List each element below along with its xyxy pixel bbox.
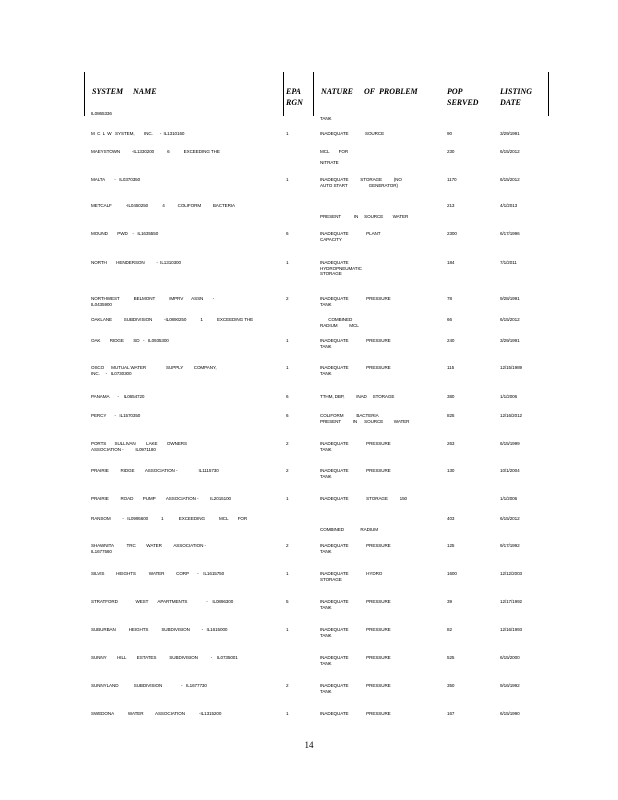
nature-of-problem-cell: INADEQUATE PRESSURE TANK — [320, 627, 391, 638]
continuation-nature: TANK — [320, 116, 332, 121]
population-served-cell: 184 — [447, 260, 455, 265]
population-served-cell: 2300 — [447, 231, 457, 236]
nature-of-problem-cell: INADEQUATE SOURCE — [320, 131, 385, 136]
epa-region-cell: 1 — [286, 711, 289, 716]
listing-date-cell: 4/1/2013 — [500, 203, 518, 208]
nature-of-problem-cell: MCL FOR NITRATE — [320, 149, 349, 166]
epa-region-cell: 1 — [286, 496, 289, 501]
epa-region-cell: 2 — [286, 543, 289, 548]
column-rule-rgn — [283, 72, 284, 116]
header-date: DATE — [500, 98, 521, 107]
nature-of-problem-cell: INADEQUATE STORAGE (NO AUTO START GENERATOR) — [320, 177, 402, 188]
nature-of-problem-cell: COMBINED RADIUM — [320, 527, 378, 533]
population-served-cell: 66 — [447, 317, 452, 322]
listing-date-cell: 3/29/1991 — [500, 131, 520, 136]
system-cell: MAEYSTOWN -IL1330200 6 EXCEEDING THE — [91, 149, 220, 154]
epa-region-cell: 6 — [286, 413, 289, 418]
epa-region-cell: 1 — [286, 338, 289, 343]
system-cell: NORTHWEST BELMONT IMPRV ASSN - IL0435900 — [91, 296, 215, 307]
population-served-cell: 1170 — [447, 177, 457, 182]
epa-region-cell: 5 — [286, 599, 289, 604]
epa-region-cell: 1 — [286, 260, 289, 265]
listing-date-cell: 6/15/2012 — [500, 516, 520, 521]
listing-date-cell: 1/1/2006 — [500, 394, 518, 399]
header-rgn: RGN — [286, 98, 303, 107]
listing-date-cell: 12/15/1989 — [500, 365, 522, 370]
nature-of-problem-cell: COMBINED RADIUM MCL — [320, 317, 359, 328]
continuation-system: IL0865336 — [91, 111, 112, 116]
population-served-cell: 240 — [447, 338, 455, 343]
listing-date-cell: 6/15/2000 — [500, 655, 520, 660]
listing-date-cell: 6/15/2012 — [500, 177, 520, 182]
nature-of-problem-cell: INADEQUATE HYDRO STORAGE — [320, 571, 383, 582]
listing-date-cell: 12/16/1993 — [500, 627, 522, 632]
listing-date-cell: 6/15/1990 — [500, 711, 520, 716]
listing-date-cell: 10/1/2004 — [500, 468, 520, 473]
header-name: NAME — [133, 87, 157, 96]
epa-region-cell: 1 — [286, 131, 289, 136]
epa-region-cell: 2 — [286, 683, 289, 688]
listing-date-cell: 6/15/2012 — [500, 317, 520, 322]
nature-of-problem-cell: PRESENT IN SOURCE WATER — [320, 214, 409, 220]
epa-region-cell: 6 — [286, 394, 289, 399]
population-served-cell: 1600 — [447, 571, 457, 576]
population-served-cell: 78 — [447, 296, 452, 301]
epa-region-cell: 6 — [286, 231, 289, 236]
nature-of-problem-cell: INADEQUATE PRESSURE TANK — [320, 338, 391, 349]
listing-date-cell: 12/12/2003 — [500, 571, 522, 576]
listing-date-cell: 6/15/2012 — [500, 149, 520, 154]
nature-of-problem-cell: INADEQUATE PRESSURE — [320, 711, 391, 716]
listing-date-cell: 6/17/1996 — [500, 231, 520, 236]
header-listing: LISTING — [500, 87, 533, 96]
system-cell: OAK RIDGE SD - IL0935300 — [91, 338, 169, 343]
column-rule-right — [548, 72, 549, 116]
nature-of-problem-cell: INADEQUATE PRESSURE TANK — [320, 441, 391, 452]
epa-region-cell: 1 — [286, 177, 289, 182]
population-served-cell: 230 — [447, 149, 455, 154]
epa-region-cell: 1 — [286, 365, 289, 370]
listing-date-cell: 12/17/1992 — [500, 599, 522, 604]
listing-date-cell: 12/16/2012 — [500, 413, 522, 418]
population-served-cell: 403 — [447, 516, 455, 521]
listing-date-cell: 9/16/1992 — [500, 683, 520, 688]
header-of-problem: OF PROBLEM — [364, 87, 418, 96]
header-system: SYSTEM — [92, 87, 124, 96]
nature-of-problem-cell: INADEQUATE PRESSURE TANK — [320, 365, 391, 376]
nature-of-problem-cell: INADEQUATE PRESSURE TANK — [320, 468, 391, 479]
system-cell: SUNNY HILL ESTATES SUBDIVISION - IL0735001 — [91, 655, 238, 660]
epa-region-cell: 1 — [286, 627, 289, 632]
listing-date-cell: 9/28/1991 — [500, 296, 520, 301]
system-cell: NORTH HENDERSON - IL1310300 — [91, 260, 181, 265]
listing-date-cell: 3/29/1991 — [500, 338, 520, 343]
epa-region-cell: 2 — [286, 468, 289, 473]
population-served-cell: 263 — [447, 441, 455, 446]
column-rule-left — [84, 72, 85, 116]
system-cell: METCALF -IL0450250 4 COLIFORM BACTERIA — [91, 203, 235, 208]
header-pop: POP — [447, 87, 463, 96]
population-served-cell: 825 — [447, 413, 455, 418]
system-cell: SWEDONA WATER ASSOCIATION -IL1315200 — [91, 711, 222, 716]
population-served-cell: 82 — [447, 627, 452, 632]
page-number: 14 — [304, 740, 314, 750]
population-served-cell: 115 — [447, 365, 455, 370]
column-rule-nature — [313, 72, 314, 116]
population-served-cell: 525 — [447, 655, 455, 660]
population-served-cell: 350 — [447, 683, 455, 688]
system-cell: SHAWNITA TRC WATER ASSOCIATION - IL1677560 — [91, 543, 206, 554]
nature-of-problem-cell: INADEQUATE HYDROPNEUMATIC STORAGE — [320, 260, 362, 277]
nature-of-problem-cell: INADEQUATE PRESSURE TANK — [320, 296, 391, 307]
system-cell: OSCO MUTUAL WATER SUPPLY COMPANY, INC. - IL0730300 — [91, 365, 217, 376]
system-cell: M C L W SYSTEM, INC. - IL1310160 — [91, 131, 185, 136]
listing-date-cell: 1/1/2006 — [500, 496, 518, 501]
epa-region-cell: 1 — [286, 571, 289, 576]
system-cell: OAKLANE SUBDIVISION -IL0890250 1 EXCEEDING THE — [91, 317, 254, 322]
header-epa: EPA — [286, 87, 301, 96]
nature-of-problem-cell: COLIFORM BACTERIA PRESENT IN SOURCE WATER — [320, 413, 410, 424]
listing-date-cell: 7/1/2011 — [500, 260, 517, 265]
system-cell: PANAMA - IL0654720 — [91, 394, 145, 399]
nature-of-problem-cell: TTHM, DBP, INAD STORAGE — [320, 394, 395, 399]
nature-of-problem-cell: INADEQUATE PRESSURE TANK — [320, 599, 391, 610]
epa-region-cell: 2 — [286, 296, 289, 301]
population-served-cell: 90 — [447, 131, 452, 136]
population-served-cell: 167 — [447, 711, 455, 716]
system-cell: MALTA - IL0370350 — [91, 177, 141, 182]
system-cell: PRAIRIE RIDGE ASSOCIATION - IL1115730 — [91, 468, 219, 473]
population-served-cell: 213 — [447, 203, 455, 208]
population-served-cell: 130 — [447, 468, 455, 473]
system-cell: SUNNYLAND SUBDIVISION - IL1677730 — [91, 683, 207, 688]
system-cell: SUBURBAN HEIGHTS SUBDIVISION - IL1615000 — [91, 627, 228, 632]
epa-region-cell: 2 — [286, 441, 289, 446]
system-cell: PORTS SULLIVAN LAKE OWNERS ASSOCIATION - IL0971180 — [91, 441, 187, 452]
system-cell: PERCY - IL1570350 — [91, 413, 141, 418]
system-cell: SILVIS HEIGHTS WATER CORP - IL1615750 — [91, 571, 225, 576]
listing-date-cell: 6/15/1999 — [500, 441, 520, 446]
header-nature: NATURE — [321, 87, 354, 96]
system-cell: STRATFORD WEST APARTMENTS - IL0896300 — [91, 599, 234, 604]
system-cell: RANSOM - IL0995600 1 EXCEEDING MCL FOR — [91, 516, 248, 521]
header-served: SERVED — [447, 98, 479, 107]
system-cell: PRAIRIE ROAD PUMP ASSOCIATION - IL2015100 — [91, 496, 231, 501]
nature-of-problem-cell: INADEQUATE PLANT CAPACITY — [320, 231, 381, 242]
nature-of-problem-cell: INADEQUATE PRESSURE TANK — [320, 683, 391, 694]
population-served-cell: 380 — [447, 394, 455, 399]
nature-of-problem-cell: INADEQUATE PRESSURE TANK — [320, 655, 391, 666]
listing-date-cell: 9/17/1992 — [500, 543, 520, 548]
population-served-cell: 39 — [447, 599, 452, 604]
population-served-cell: 125 — [447, 543, 455, 548]
nature-of-problem-cell: INADEQUATE STORAGE 150 — [320, 496, 407, 501]
nature-of-problem-cell: INADEQUATE PRESSURE TANK — [320, 543, 391, 554]
system-cell: MOUND PWD - IL1635550 — [91, 231, 159, 236]
